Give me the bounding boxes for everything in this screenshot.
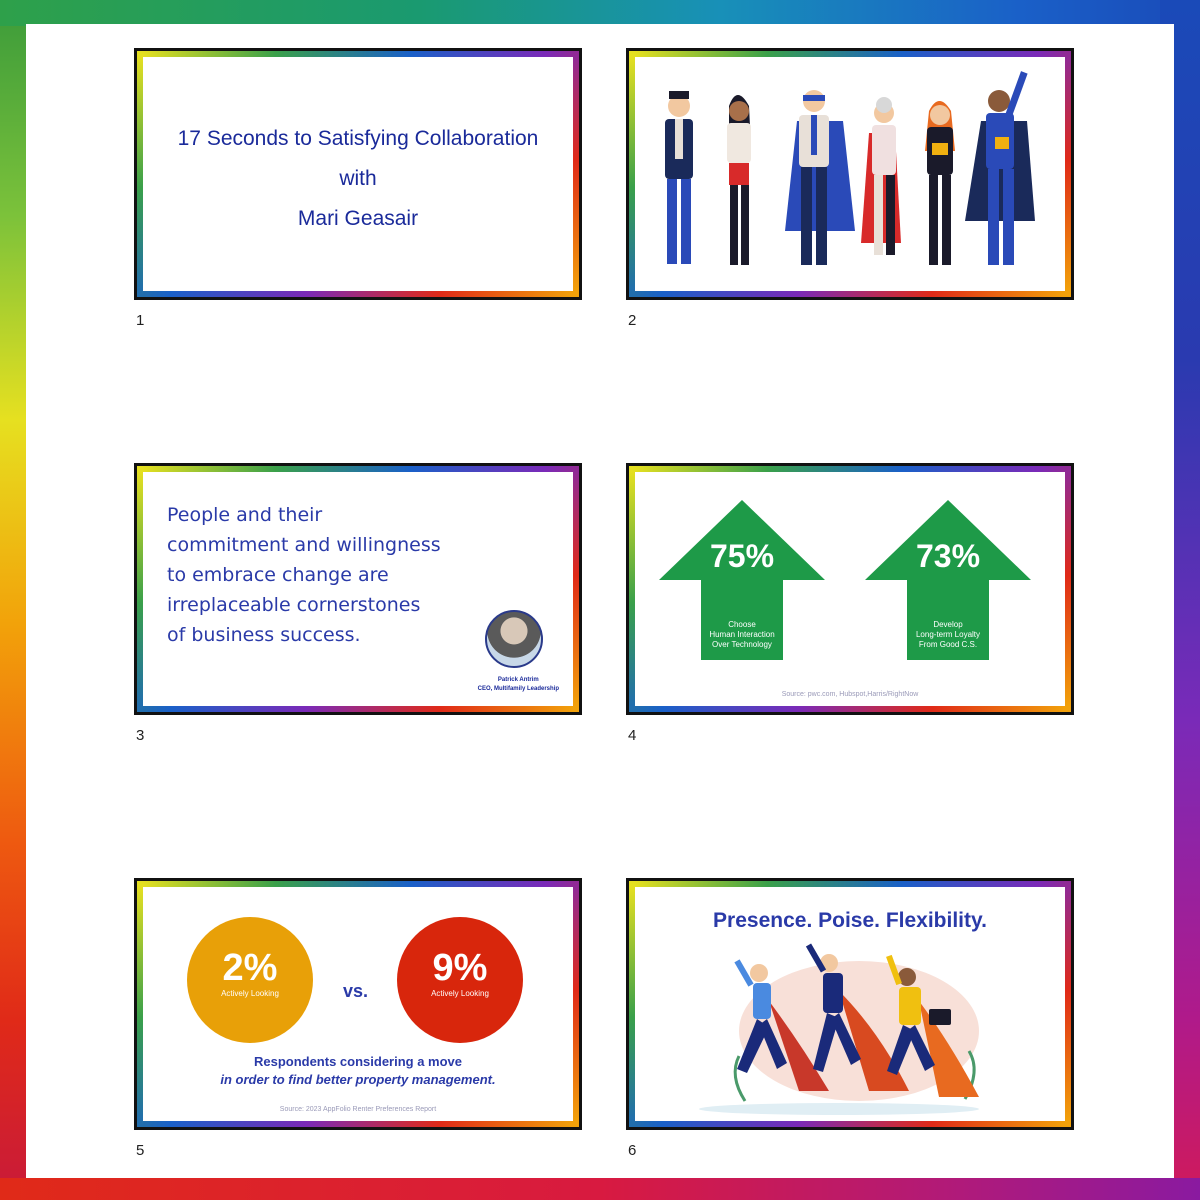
quote-line: irreplaceable cornerstones bbox=[167, 594, 421, 616]
quote-line: of business success. bbox=[167, 624, 361, 646]
slide-number: 3 bbox=[136, 727, 145, 744]
slide-6[interactable] bbox=[626, 878, 1074, 1130]
quote-author bbox=[478, 676, 559, 694]
slide-1[interactable] bbox=[134, 48, 582, 300]
caption-line: Respondents considering a move bbox=[253, 1054, 463, 1069]
slide-number: 5 bbox=[136, 1142, 145, 1159]
slide-4[interactable] bbox=[626, 463, 1074, 715]
stat-label: Actively Looking bbox=[221, 989, 279, 998]
stat-label bbox=[865, 620, 1031, 650]
hero-figure bbox=[925, 101, 955, 265]
stat-label-line: Human Interaction bbox=[709, 630, 775, 639]
stat-label-line: Choose bbox=[728, 620, 756, 629]
quote-text bbox=[167, 500, 497, 650]
stat-circle-orange bbox=[187, 917, 313, 1043]
source-note: Source: 2023 AppFolio Renter Preferences Report bbox=[279, 1106, 437, 1113]
hero-figure bbox=[785, 90, 855, 265]
quote-line: commitment and willingness bbox=[167, 534, 441, 556]
stat-value: 9% bbox=[432, 947, 488, 989]
hero-figure bbox=[727, 95, 751, 265]
slide-1-title bbox=[137, 119, 579, 239]
superhero-team-illustration bbox=[629, 51, 1071, 297]
stat-label-line: Develop bbox=[933, 620, 963, 629]
source-note: Source: pwc.com, Hubspot,Harris/RightNow bbox=[781, 691, 919, 698]
author-title: CEO, Multifamily Leadership bbox=[477, 686, 559, 692]
handout-page bbox=[26, 24, 1174, 1178]
slide-5[interactable] bbox=[134, 878, 582, 1130]
caption-line: in order to find better property management. bbox=[220, 1072, 496, 1087]
slide-caption bbox=[137, 1053, 579, 1089]
title-line: Mari Geasair bbox=[297, 207, 419, 230]
slide-number: 1 bbox=[136, 312, 145, 329]
stat-value: 73% bbox=[915, 538, 981, 574]
stat-label-line: Long-term Loyalty bbox=[915, 630, 981, 639]
quote-line: People and their bbox=[167, 504, 323, 526]
slide-number: 6 bbox=[628, 1142, 637, 1159]
vs-label: vs. bbox=[343, 981, 369, 1001]
title-line: with bbox=[339, 167, 377, 190]
flying-heroes-illustration bbox=[629, 881, 1071, 1127]
stat-value: 2% bbox=[222, 947, 278, 989]
stat-value: 75% bbox=[709, 538, 775, 574]
title-line: 17 Seconds to Satisfying Collaboration bbox=[177, 127, 539, 150]
slide-2[interactable] bbox=[626, 48, 1074, 300]
stat-arrow bbox=[865, 500, 1031, 660]
stat-label: Actively Looking bbox=[431, 989, 489, 998]
frame-top bbox=[0, 0, 1200, 26]
slide-number: 2 bbox=[628, 312, 637, 329]
quote-line: to embrace change are bbox=[167, 564, 389, 586]
stat-circle-red bbox=[397, 917, 523, 1043]
author-avatar bbox=[485, 610, 543, 668]
hero-figure bbox=[861, 97, 901, 255]
slide-3[interactable] bbox=[134, 463, 582, 715]
stat-arrow bbox=[659, 500, 825, 660]
slide-headline: Presence. Poise. Flexibility. bbox=[713, 909, 987, 932]
slide-number: 4 bbox=[628, 727, 637, 744]
stat-label bbox=[659, 620, 825, 650]
stat-label-line: Over Technology bbox=[712, 640, 772, 649]
hero-figure bbox=[965, 71, 1035, 265]
frame-bottom bbox=[0, 1178, 1200, 1200]
stat-label-line: From Good C.S. bbox=[918, 640, 978, 649]
hero-figure bbox=[665, 91, 693, 264]
author-name: Patrick Antrim bbox=[497, 677, 539, 683]
